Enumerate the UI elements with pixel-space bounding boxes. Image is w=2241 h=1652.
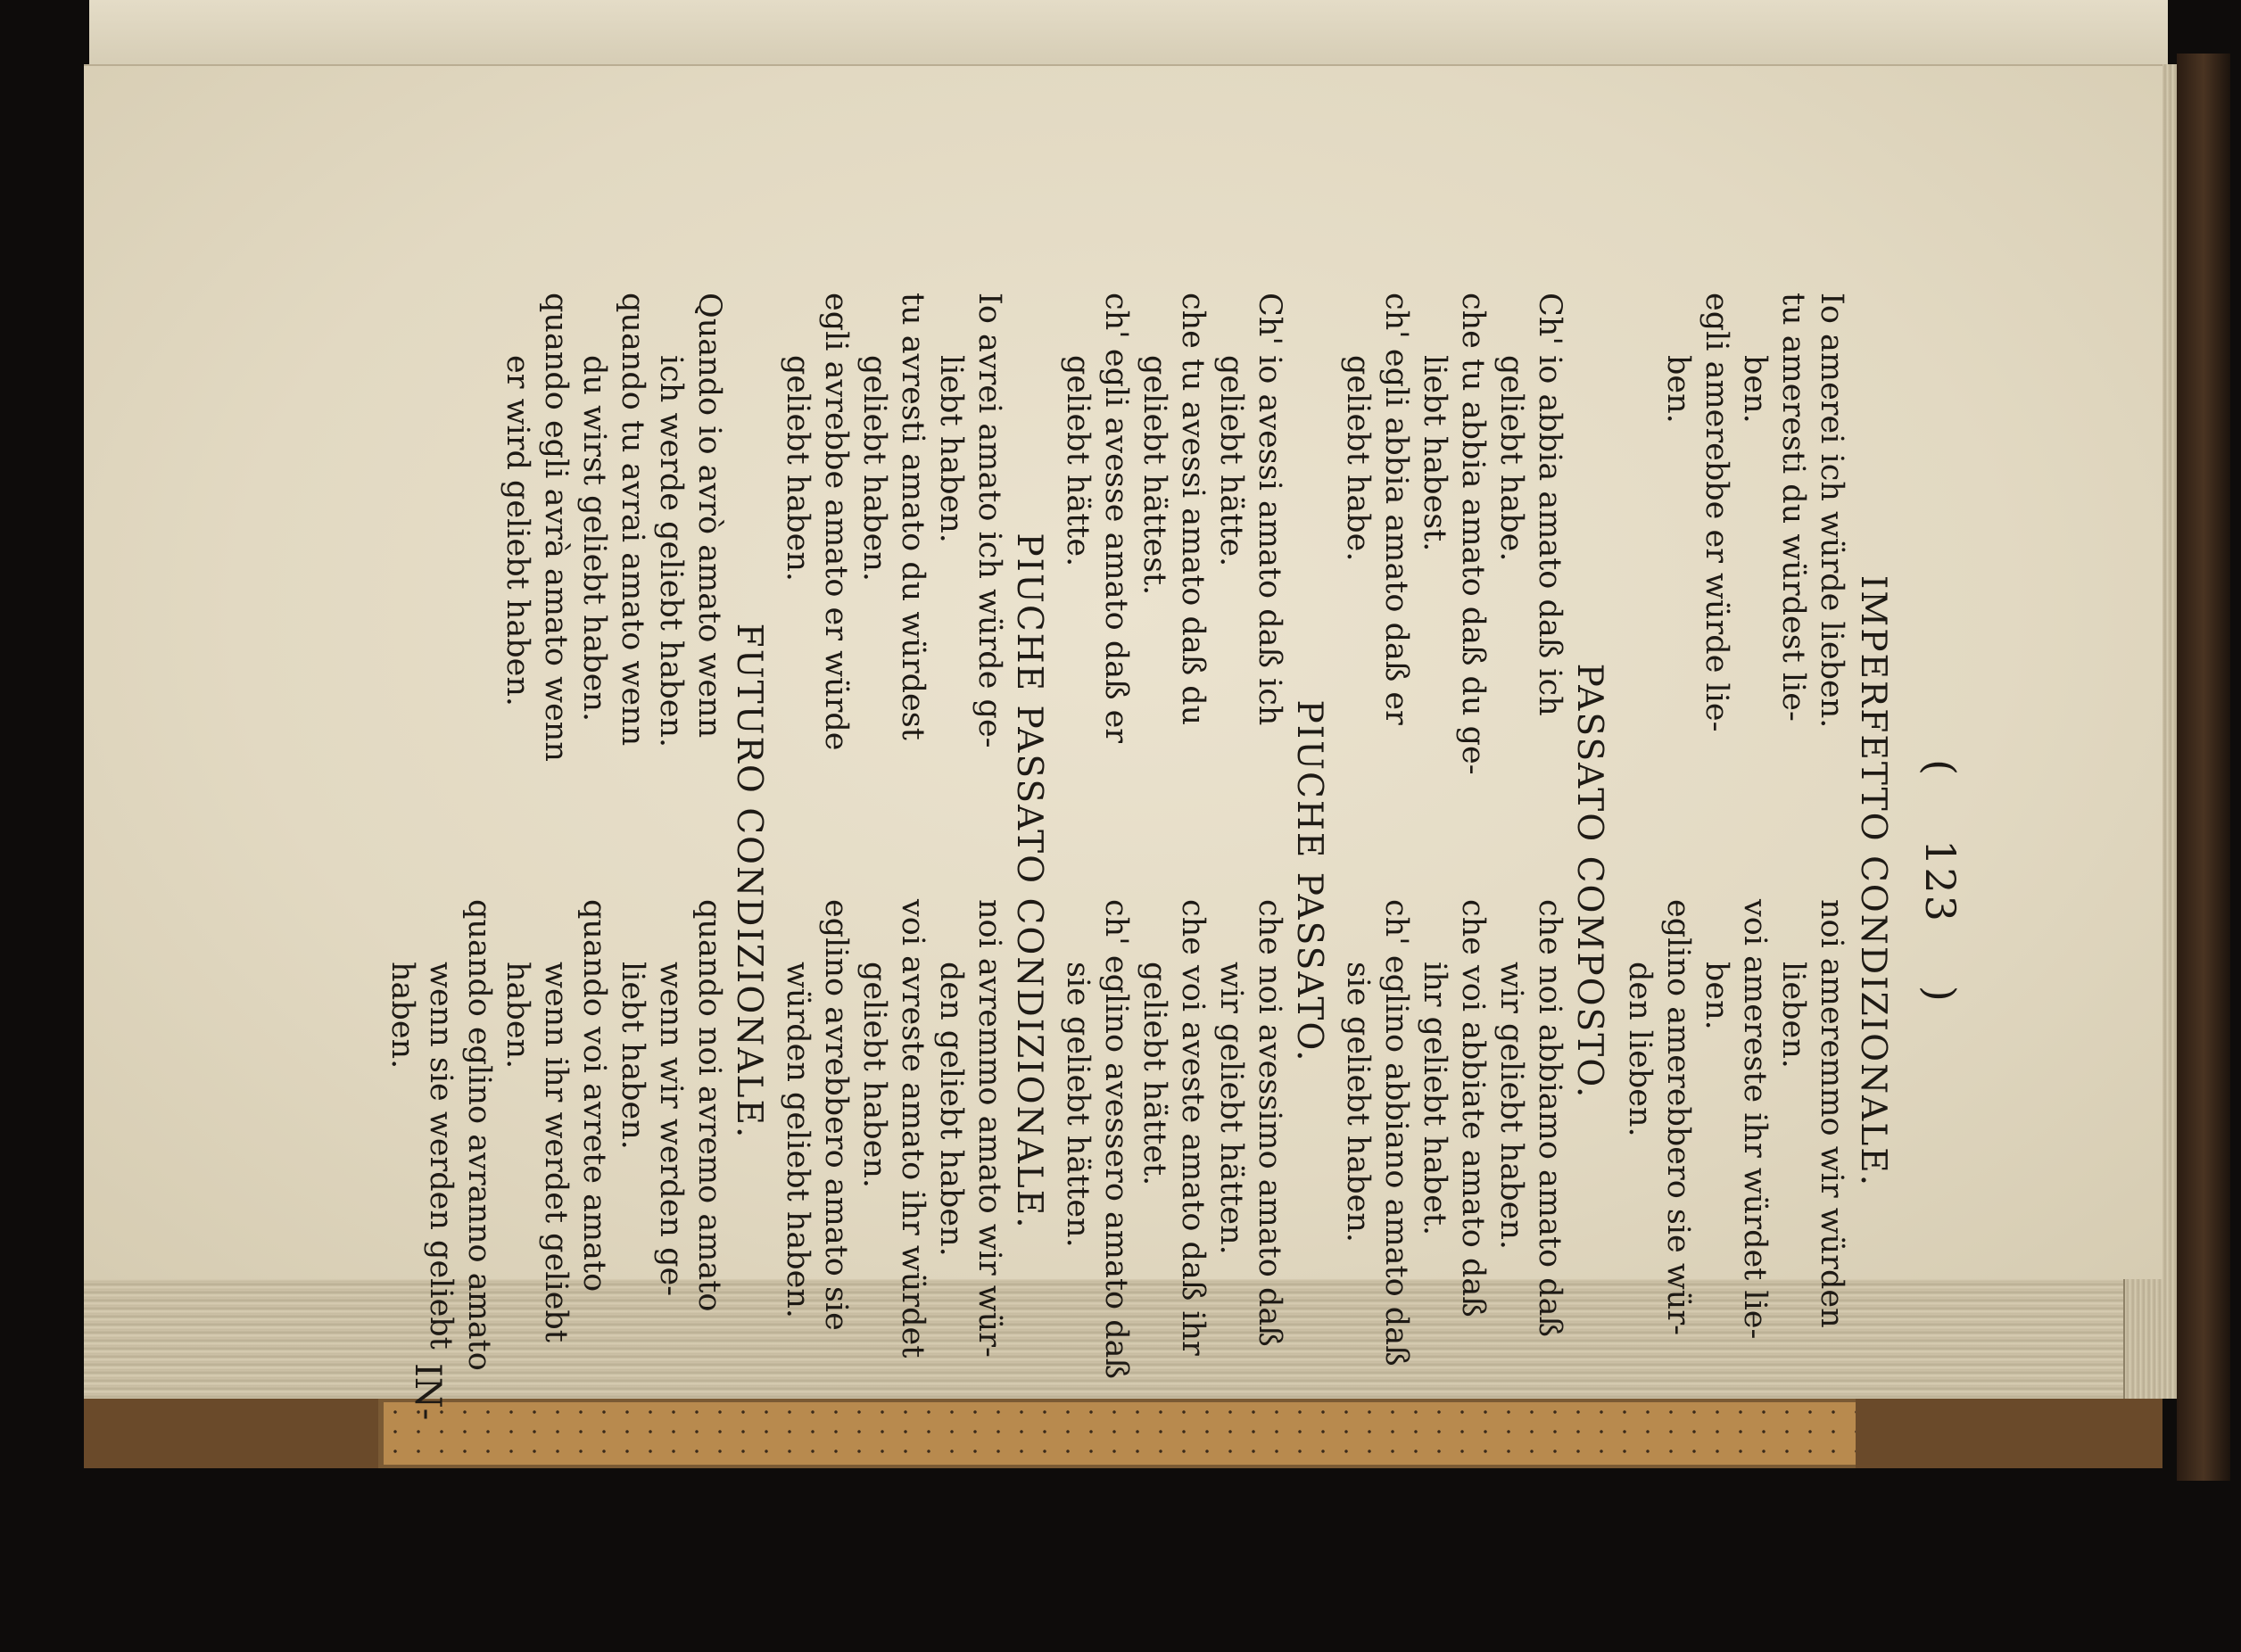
text-line: ch' eglino abbiano amato daß xyxy=(1378,899,1414,1367)
conjugation-left xyxy=(855,293,931,846)
conjugation-right xyxy=(613,899,728,1470)
text-line: voi amereste ihr würdet lie- xyxy=(1737,899,1773,1340)
text-line: ch' egli abbia amato daß er xyxy=(1378,293,1414,725)
text-line: che voi aveste amato daß ihr xyxy=(1175,899,1211,1356)
conjugation-right xyxy=(855,899,931,1470)
folio-open-paren: ( xyxy=(1916,759,1964,778)
section-title: PASSATO COMPOSTO. xyxy=(1569,663,1609,1100)
conjugation-right xyxy=(778,899,855,1470)
conjugation-left xyxy=(1135,293,1211,846)
conjugation-right xyxy=(1492,899,1568,1470)
conjugation-left xyxy=(575,293,651,846)
text-line: ch' egli avesse amato daß er xyxy=(1098,293,1134,744)
text-line: che tu avessi amato daß du xyxy=(1175,293,1211,726)
conjugation-right xyxy=(498,899,613,1470)
text-line: sie geliebt hätten. xyxy=(1060,962,1096,1248)
section-title: FUTURO CONDIZIONALE. xyxy=(729,623,769,1140)
conjugation-right xyxy=(1415,899,1492,1470)
text-line: geliebt hätte. xyxy=(1060,355,1096,567)
text-line: egli avrebbe amato er würde xyxy=(818,293,854,751)
conjugation-left xyxy=(498,293,575,846)
text-line: lieben. xyxy=(1775,962,1811,1069)
conjugation-right xyxy=(1697,899,1774,1470)
conjugation-left xyxy=(651,293,728,846)
conjugation-left xyxy=(1058,293,1135,846)
text-line: Quando io avrò amato wenn xyxy=(691,293,727,739)
text-line: Io amerei ich würde lieben. xyxy=(1814,293,1849,729)
text-line: che noi avessimo amato daß xyxy=(1252,899,1287,1347)
text-line: er wird geliebt haben. xyxy=(500,355,535,706)
text-line: den geliebt haben. xyxy=(933,962,969,1257)
text-line: haben. xyxy=(500,962,535,1070)
text-line: wenn wir werden ge- xyxy=(653,962,689,1297)
text-line: noi avremmo amato wir wür- xyxy=(972,899,1007,1358)
text-line: tu avresti amato du würdest xyxy=(895,293,930,740)
section-title: IMPERFETTO CONDIZIONALE. xyxy=(1853,574,1893,1188)
text-line: wir geliebt hätten. xyxy=(1213,962,1249,1255)
text-line: ich werde geliebt haben. xyxy=(653,355,689,748)
text-line: tu ameresti du würdest lie- xyxy=(1775,293,1811,722)
text-line: quando eglino avranno amato xyxy=(461,899,497,1371)
text-line: Ch' io abbia amato daß ich xyxy=(1532,293,1567,716)
text-line: ben. xyxy=(1660,355,1696,424)
conjugation-left xyxy=(1415,293,1492,846)
text-line: quando voi avrete amato xyxy=(576,899,612,1293)
text-line: haben. xyxy=(385,962,420,1070)
text-line: liebt haben. xyxy=(933,355,969,543)
text-line: che tu abbia amato daß du ge- xyxy=(1455,293,1491,775)
conjugation-left xyxy=(1658,293,1735,846)
conjugation-right xyxy=(1774,899,1850,1470)
text-line: wenn ihr werdet geliebt xyxy=(538,962,574,1342)
conjugation-right xyxy=(1620,899,1697,1470)
text-line: geliebt hättest. xyxy=(1137,355,1172,596)
text-line: noi ameremmo wir würden xyxy=(1814,899,1849,1328)
previous-page-edge xyxy=(89,0,2168,72)
conjugation-left xyxy=(778,293,855,846)
spine-shadow xyxy=(2177,54,2230,1481)
text-line: eglino amerebbero sie wür- xyxy=(1660,899,1696,1335)
conjugation-left xyxy=(1812,293,1850,846)
conjugation-left xyxy=(1211,293,1288,846)
text-line: geliebt haben. xyxy=(856,962,892,1189)
text-line: geliebt habe. xyxy=(1340,355,1376,562)
conjugation-left xyxy=(1338,293,1415,846)
text-line: den lieben. xyxy=(1622,962,1658,1137)
conjugation-right xyxy=(931,899,1008,1470)
text-line: ben. xyxy=(1737,355,1773,424)
text-line: eglino avrebbero amato sie xyxy=(818,899,854,1331)
folio-close-paren: ) xyxy=(1916,985,1964,1004)
text-line: quando egli avrà amato wenn xyxy=(538,293,574,762)
text-line: ch' eglino avessero amato daß xyxy=(1098,899,1134,1379)
conjugation-right xyxy=(1211,899,1288,1470)
text-line: quando tu avrai amato wenn xyxy=(615,293,650,747)
text-line: Ch' io avessi amato daß ich xyxy=(1252,293,1287,726)
text-line: ben. xyxy=(1699,962,1734,1030)
section-title: PIUCHE PASSATO CONDIZIONALE. xyxy=(1009,533,1049,1230)
text-line: sie geliebt haben. xyxy=(1340,962,1376,1243)
conjugation-left xyxy=(931,293,1008,846)
text-line: geliebt habe. xyxy=(1493,355,1529,562)
text-line: geliebt haben. xyxy=(780,355,815,582)
text-line: du wirst geliebt haben. xyxy=(576,355,612,723)
conjugation-right xyxy=(1338,899,1415,1470)
text-line: ihr geliebt habet. xyxy=(1417,962,1452,1236)
section-title: PIUCHE PASSATO. xyxy=(1289,699,1329,1063)
text-line: quando noi avremo amato xyxy=(691,899,727,1312)
text-line: würden geliebt haben. xyxy=(780,962,815,1319)
text-line: wenn sie werden geliebt xyxy=(423,962,459,1350)
text-line: voi avreste amato ihr würdet xyxy=(895,899,930,1359)
page-number: 123 xyxy=(1916,839,1964,923)
conjugation-right xyxy=(1058,899,1135,1470)
text-line: liebt haben. xyxy=(615,962,650,1150)
text-line: Io avrei amato ich würde ge- xyxy=(972,293,1007,748)
text-line: egli amerebbe er würde lie- xyxy=(1699,293,1734,732)
page-text xyxy=(305,293,1964,1470)
text-line: che voi abbiate amato daß xyxy=(1455,899,1491,1317)
text-line: wir geliebt haben. xyxy=(1493,962,1529,1251)
conjugation-left xyxy=(1492,293,1568,846)
text-line: geliebt hättet. xyxy=(1137,962,1172,1186)
conjugation-right xyxy=(1135,899,1211,1470)
text-line: geliebt hätte. xyxy=(1213,355,1249,567)
page-header xyxy=(1916,293,1964,1470)
text-line: geliebt haben. xyxy=(856,355,892,582)
conjugation-left xyxy=(1735,293,1812,846)
signature-mark: IN- xyxy=(407,1363,448,1421)
text-line: liebt habest. xyxy=(1417,355,1452,552)
text-line: che noi abbiamo amato daß xyxy=(1532,899,1567,1337)
